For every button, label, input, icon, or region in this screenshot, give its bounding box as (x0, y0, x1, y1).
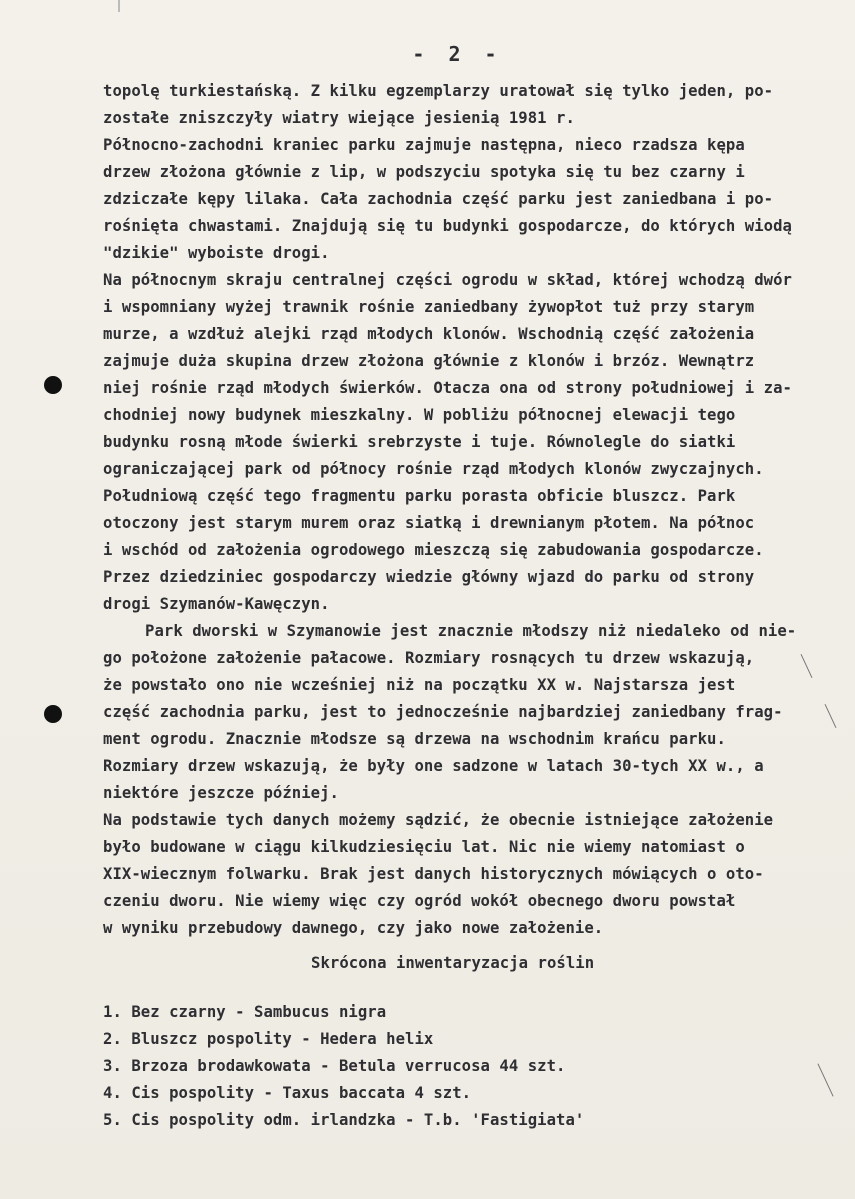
text-line: i wspomniany wyżej trawnik rośnie zaniedbany żywopłot tuż przy starym (103, 298, 755, 316)
text-line: topolę turkiestańską. Z kilku egzemplarzy uratował się tylko jeden, po- (103, 82, 774, 100)
list-item: 3. Brzoza brodawkowata - Betula verrucosa 44 szt. (103, 1057, 566, 1075)
scan-mark (118, 0, 120, 12)
list-item: 2. Bluszcz pospolity - Hedera helix (103, 1030, 434, 1048)
text-line: zostałe zniszczyły wiatry wiejące jesienią 1981 r. (103, 109, 575, 127)
text-line: Przez dziedziniec gospodarczy wiedzie główny wjazd do parku od strony (103, 568, 755, 586)
text-line: budynku rosną młode świerki srebrzyste i tuje. Równolegle do siatki (103, 433, 736, 451)
text-line: rośnięta chwastami. Znajdują się tu budynki gospodarcze, do których wiodą (103, 217, 792, 235)
text-line: Południową część tego fragmentu parku porasta obficie bluszcz. Park (103, 487, 736, 505)
page-number: - 2 - (412, 42, 503, 66)
text-line: Północno-zachodni kraniec parku zajmuje następna, nieco rzadsza kępa (103, 136, 745, 154)
text-line: część zachodnia parku, jest to jednocześnie najbardziej zaniedbany frag- (103, 703, 783, 721)
text-line: ograniczającej park od północy rośnie rząd młodych klonów zwyczajnych. (103, 460, 764, 478)
list-item: 5. Cis pospolity odm. irlandzka - T.b. 'Fastigiata' (103, 1111, 585, 1129)
text-line: murze, a wzdłuż alejki rząd młodych klonów. Wschodnią część założenia (103, 325, 755, 343)
text-line: drzew złożona głównie z lip, w podszyciu spotyka się tu bez czarny i (103, 163, 745, 181)
list-item: 1. Bez czarny - Sambucus nigra (103, 1003, 387, 1021)
inventory-heading: Skrócona inwentaryzacja roślin (311, 954, 595, 972)
text-line: i wschód od założenia ogrodowego mieszczą się zabudowania gospodarcze. (103, 541, 764, 559)
text-line: go położone założenie pałacowe. Rozmiary rosnących tu drzew wskazują, (103, 649, 755, 667)
text-line: Na północnym skraju centralnej części ogrodu w skład, której wchodzą dwór (103, 271, 792, 289)
inventory-list (103, 999, 833, 1134)
text-line: w wyniku przebudowy dawnego, czy jako nowe założenie. (103, 919, 604, 937)
text-line: zajmuje duża skupina drzew złożona głównie z klonów i brzóz. Wewnątrz (103, 352, 755, 370)
text-line: zdziczałe kępy lilaka. Cała zachodnia część parku jest zaniedbana i po- (103, 190, 774, 208)
punch-hole-upper (44, 376, 62, 394)
text-line: chodniej nowy budynek mieszkalny. W pobliżu północnej elewacji tego (103, 406, 736, 424)
text-line: Park dworski w Szymanowie jest znacznie młodszy niż niedaleko od nie- (145, 622, 797, 640)
list-item: 4. Cis pospolity - Taxus baccata 4 szt. (103, 1084, 472, 1102)
text-line: otoczony jest starym murem oraz siatką i drewnianym płotem. Na północ (103, 514, 755, 532)
text-line: "dzikie" wyboiste drogi. (103, 244, 330, 262)
paragraph-2 (103, 618, 833, 942)
punch-hole-lower (44, 705, 62, 723)
text-line: że powstało ono nie wcześniej niż na początku XX w. Najstarsza jest (103, 676, 736, 694)
text-line: ment ogrodu. Znacznie młodsze są drzewa na wschodnim krańcu parku. (103, 730, 726, 748)
text-line: XIX-wiecznym folwarku. Brak jest danych historycznych mówiących o oto- (103, 865, 764, 883)
body-text (103, 78, 833, 1134)
text-line: czeniu dworu. Nie wiemy więc czy ogród wokół obecnego dworu powstał (103, 892, 736, 910)
text-line: drogi Szymanów-Kawęczyn. (103, 595, 330, 613)
text-line: było budowane w ciągu kilkudziesięciu lat. Nic nie wiemy natomiast o (103, 838, 745, 856)
text-line: niej rośnie rząd młodych świerków. Otacza ona od strony południowej i za- (103, 379, 792, 397)
paragraph-1 (103, 78, 833, 618)
text-line: niektóre jeszcze później. (103, 784, 339, 802)
text-line: Na podstawie tych danych możemy sądzić, że obecnie istniejące założenie (103, 811, 774, 829)
text-line: Rozmiary drzew wskazują, że były one sadzone w latach 30-tych XX w., a (103, 757, 764, 775)
